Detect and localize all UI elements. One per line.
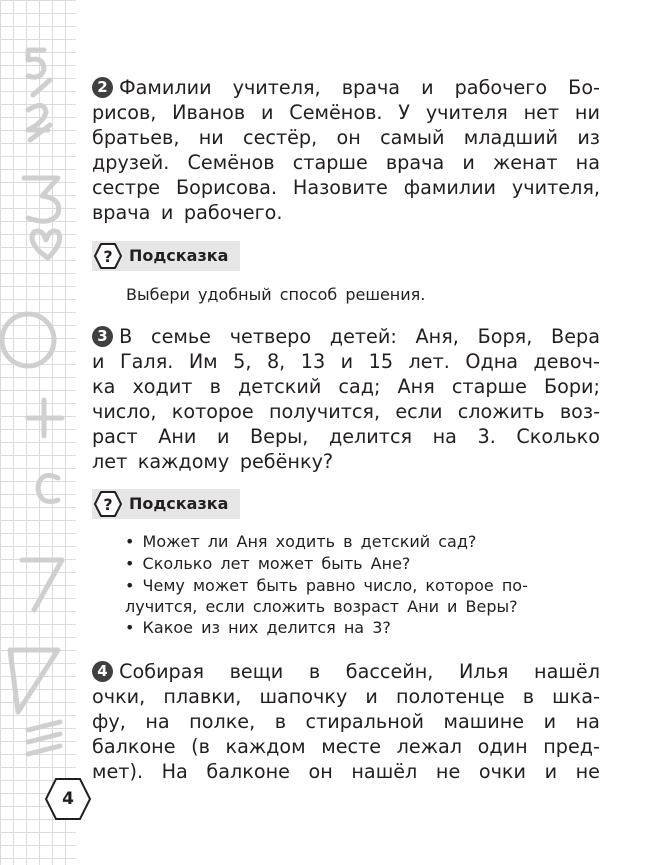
- hint-text: Выбери удобный способ решения.: [126, 285, 426, 304]
- question-hexagon-icon: [94, 242, 122, 270]
- word: балконе: [92, 735, 176, 758]
- word: Сколько: [516, 425, 600, 448]
- word: полотенце: [395, 685, 505, 708]
- word: Фамилии: [119, 76, 212, 99]
- word: Аня: [397, 375, 435, 398]
- word: На: [161, 760, 188, 783]
- word: на: [432, 425, 457, 448]
- word: Аня,: [415, 325, 459, 348]
- word: ка: [92, 375, 116, 398]
- word: Ани: [158, 425, 197, 448]
- word: врача: [385, 151, 445, 174]
- word: каждом: [225, 735, 306, 758]
- word: в: [209, 375, 221, 398]
- word: девоч-: [533, 350, 600, 373]
- word: каждому: [137, 450, 230, 473]
- word: он: [308, 760, 333, 783]
- word: братьев,: [92, 126, 180, 149]
- word: на: [575, 710, 600, 733]
- task-4-line: [92, 709, 600, 735]
- word: нашёл: [351, 760, 418, 783]
- word: бассейн,: [345, 660, 434, 683]
- task-2-line: [92, 200, 600, 226]
- word: сестёр,: [243, 126, 318, 149]
- hint-bullet: • Какое из них делится на 3?: [125, 618, 391, 637]
- word: лет: [92, 450, 128, 473]
- word: 5,: [233, 350, 252, 373]
- hint-bullet: • Сколько лет может быть Ане?: [125, 554, 411, 573]
- word: не: [435, 760, 461, 783]
- word: Веры,: [250, 425, 309, 448]
- word: фу,: [92, 710, 126, 733]
- word: Им: [188, 350, 218, 373]
- task-number-badge: 3: [92, 326, 113, 347]
- word: месте: [321, 735, 382, 758]
- word: (в: [191, 735, 210, 758]
- word: Назовите: [292, 176, 388, 199]
- word: которое: [171, 400, 254, 423]
- word: младший: [463, 126, 559, 149]
- word: сад;: [338, 375, 381, 398]
- word: Борисова.: [175, 176, 277, 199]
- task-3-line: [92, 449, 600, 475]
- word: и: [216, 425, 230, 448]
- word: очки,: [92, 685, 146, 708]
- word: и: [544, 760, 558, 783]
- word: мет).: [92, 760, 144, 783]
- word: сестре: [92, 176, 161, 199]
- word: не: [575, 760, 600, 783]
- word: и: [365, 685, 378, 708]
- hint-header: [92, 489, 240, 519]
- word: врача: [341, 76, 401, 99]
- hint-bullet: • Может ли Аня ходить в детский сад?: [125, 532, 477, 551]
- word: воз-: [559, 400, 600, 423]
- word: нашёл: [534, 660, 600, 683]
- word: детей:: [329, 325, 397, 348]
- word: на: [575, 151, 600, 174]
- word: в: [274, 710, 287, 733]
- word: Вера: [551, 325, 600, 348]
- word: Иванов: [172, 101, 246, 124]
- word: и: [340, 350, 354, 373]
- word: ни: [574, 101, 600, 124]
- word: один: [477, 735, 528, 758]
- word: детский: [237, 375, 322, 398]
- word: и: [421, 76, 434, 99]
- task-3-line: [92, 374, 600, 400]
- hint-bullet-continuation: лучится, если сложить возраст Ани и Веры?: [125, 597, 518, 616]
- word: шапочку: [259, 685, 348, 708]
- word: и: [543, 710, 557, 733]
- word: Илья: [458, 660, 509, 683]
- word: Семёнов.: [289, 101, 383, 124]
- task-2-line: [92, 175, 600, 201]
- word: друзей.: [92, 151, 170, 174]
- hint-bullet: • Чему может быть равно число, которое по-: [125, 576, 528, 595]
- page-number: [44, 777, 92, 821]
- word: балконе: [206, 760, 290, 783]
- word: лет.: [408, 350, 450, 373]
- word: фамилии: [403, 176, 497, 199]
- word: и: [160, 201, 174, 224]
- word: Галя.: [119, 350, 174, 373]
- task-2-line: [92, 150, 600, 176]
- word: 13: [300, 350, 326, 373]
- task-number-badge: 4: [92, 661, 113, 682]
- task-4-line: [92, 734, 600, 760]
- word: учителя,: [511, 176, 600, 199]
- word: и: [462, 151, 475, 174]
- word: сложить: [457, 400, 545, 423]
- word: учителя,: [232, 76, 321, 99]
- word: на: [145, 710, 170, 733]
- word: рисов,: [92, 101, 157, 124]
- word: вещи: [229, 660, 284, 683]
- word: рабочего.: [183, 201, 283, 224]
- word: получится,: [269, 400, 381, 423]
- word: Собирая: [119, 660, 205, 683]
- word: шка-: [552, 685, 600, 708]
- word: пред-: [543, 735, 600, 758]
- svg-text:?: ?: [103, 495, 113, 514]
- word: из: [577, 126, 600, 149]
- word: врача: [92, 201, 151, 224]
- word: старше: [292, 151, 368, 174]
- word: ребёнку?: [239, 450, 334, 473]
- word: самый: [380, 126, 445, 149]
- word: очки: [478, 760, 526, 783]
- task-3-line: [92, 424, 600, 450]
- word: и: [261, 101, 274, 124]
- task-3-line: [92, 399, 600, 425]
- word: нет: [523, 101, 560, 124]
- task-3-line: [92, 349, 600, 375]
- word: и: [92, 350, 105, 373]
- hint-label: Подсказка: [129, 494, 229, 513]
- word: Семёнов: [187, 151, 275, 174]
- task-2-line: [92, 125, 600, 151]
- word: женат: [492, 151, 558, 174]
- word: полке,: [189, 710, 256, 733]
- task-2-line: [92, 100, 600, 126]
- question-hexagon-icon: [94, 490, 122, 518]
- word: старше: [451, 375, 527, 398]
- word: ходит: [132, 375, 193, 398]
- task-number-badge: 2: [92, 77, 113, 98]
- word: плавки,: [163, 685, 242, 708]
- hint-label: Подсказка: [129, 246, 229, 265]
- word: У: [398, 101, 410, 124]
- task-4-line: [92, 659, 600, 685]
- word: Боря,: [477, 325, 533, 348]
- task-4-line: [92, 684, 600, 710]
- word: четверо: [229, 325, 312, 348]
- math-symbols-decoration: [0, 0, 76, 865]
- word: Бори;: [543, 375, 600, 398]
- word: раст: [92, 425, 138, 448]
- word: если: [395, 400, 443, 423]
- word: 3.: [477, 425, 496, 448]
- word: рабочего: [454, 76, 548, 99]
- word: в: [522, 685, 535, 708]
- word: семье: [151, 325, 211, 348]
- word: 8,: [266, 350, 286, 373]
- word: Одна: [465, 350, 519, 373]
- word: он: [336, 126, 361, 149]
- hint-header: [92, 241, 240, 271]
- word: ни: [198, 126, 224, 149]
- svg-text:?: ?: [103, 247, 113, 266]
- word: машине: [443, 710, 525, 733]
- word: учителя: [425, 101, 508, 124]
- word: лежал: [396, 735, 463, 758]
- word: 15: [368, 350, 394, 373]
- task-4-line: [92, 759, 600, 785]
- word: стиральной: [305, 710, 424, 733]
- word: в: [308, 660, 321, 683]
- word: делится: [328, 425, 413, 448]
- page-number-text: 4: [62, 789, 74, 809]
- word: число,: [92, 400, 157, 423]
- word: В: [119, 325, 133, 348]
- task-2-line: [92, 75, 600, 101]
- task-3-line: [92, 324, 600, 350]
- word: Бо-: [568, 76, 600, 99]
